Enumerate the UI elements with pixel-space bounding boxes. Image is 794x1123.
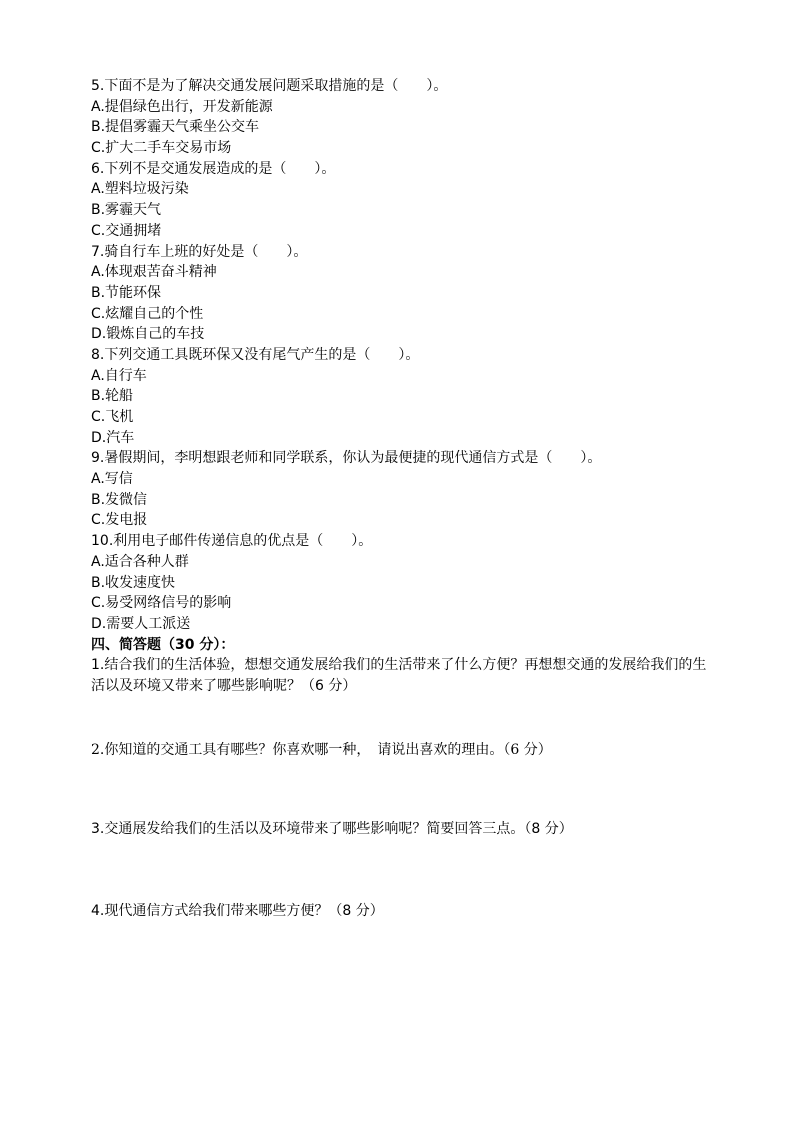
question-10-option-c: C.易受网络信号的影响 — [91, 595, 232, 612]
question-10-stem: 10.利用电子邮件传递信息的优点是（ ）。 — [91, 533, 373, 550]
question-6-option-b: B.雾霾天气 — [91, 202, 162, 219]
question-5-option-c: C.扩大二手车交易市场 — [91, 140, 232, 157]
question-9-option-c: C.发电报 — [91, 512, 148, 529]
question-9-option-b: B.发微信 — [91, 491, 148, 508]
question-10-option-d: D.需要人工派送 — [91, 615, 191, 632]
question-5-stem: 5.下面不是为了解决交通发展问题采取措施的是（ ）。 — [91, 78, 448, 94]
short-answer-question-3: 3.交通展发给我们的生活以及环境带来了哪些影响呢？简要回答三点。（8 分） — [91, 821, 573, 838]
question-8-option-c: C.飞机 — [91, 409, 134, 425]
short-answer-question-2: 2.你知道的交通工具有哪些？你喜欢哪一种， 请说出喜欢的理由。（6 分） — [91, 741, 552, 758]
question-7-stem: 7.骑自行车上班的好处是（ ）。 — [91, 243, 308, 260]
section-4-title: 四、简答题（30 分）： — [91, 636, 235, 653]
question-5-option-a: A.提倡绿色出行，开发新能源 — [91, 98, 273, 115]
question-7-option-b: B.节能环保 — [91, 284, 162, 301]
question-8-option-a: A.自行车 — [91, 367, 147, 384]
question-5-option-b: B.提倡雾霾天气乘坐公交车 — [91, 119, 260, 136]
question-10-option-b: B.收发速度快 — [91, 574, 176, 591]
question-6-option-c: C.交通拥堵 — [91, 222, 162, 239]
short-answer-question-1: 1.结合我们的生活体验，想想交通发展给我们的生活带来了什么方便？再想想交通的发展给我们的生活以及环境又带来了哪些影响呢？（6 分） — [91, 657, 707, 694]
short-answer-question-4: 4.现代通信方式给我们带来哪些方便？（8 分） — [91, 903, 384, 920]
question-6-stem: 6.下列不是交通发展造成的是（ ）。 — [91, 160, 336, 177]
question-7-option-c: C.炫耀自己的个性 — [91, 305, 204, 322]
question-8-option-d: D.汽车 — [91, 429, 135, 446]
question-7-option-a: A.体现艰苦奋斗精神 — [91, 264, 217, 281]
question-8-stem: 8.下列交通工具既环保又没有尾气产生的是（ ）。 — [91, 346, 420, 363]
question-6-option-a: A.塑料垃圾污染 — [91, 181, 189, 198]
question-10-option-a: A.适合各种人群 — [91, 553, 189, 570]
exam-page — [91, 76, 721, 922]
question-9-stem: 9.暑假期间，李明想跟老师和同学联系，你认为最便捷的现代通信方式是（ ）。 — [91, 450, 602, 467]
question-8-option-b: B.轮船 — [91, 388, 134, 405]
question-9-option-a: A.写信 — [91, 471, 133, 488]
question-7-option-d: D.锻炼自己的车技 — [91, 326, 205, 343]
